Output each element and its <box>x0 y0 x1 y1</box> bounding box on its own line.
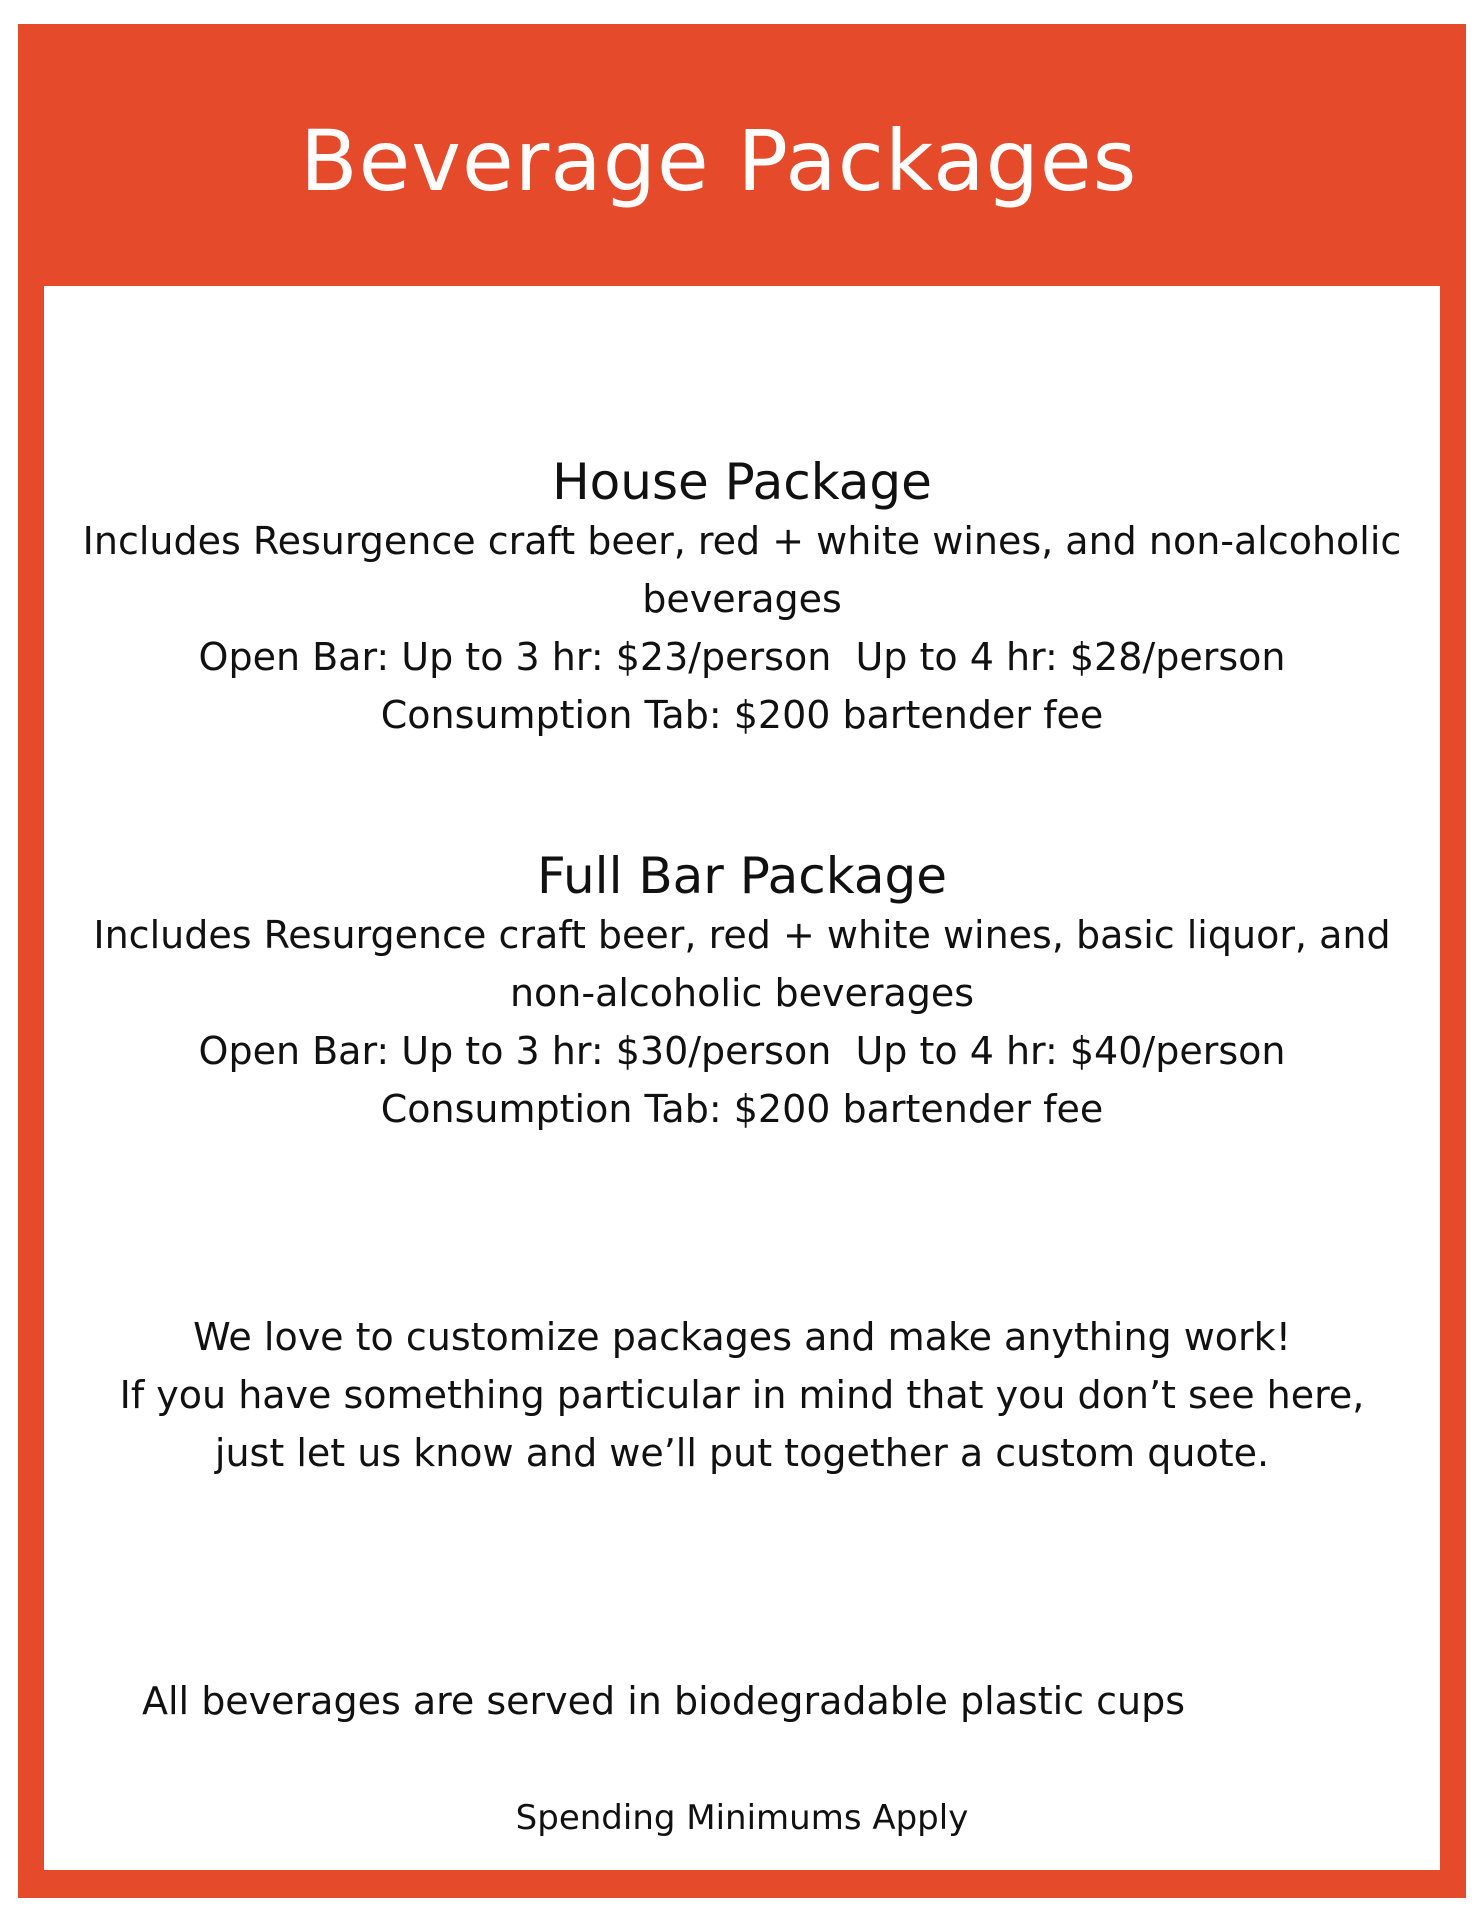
full-bar-package-consumption-tab: Consumption Tab: $200 bartender fee <box>380 1087 1104 1131</box>
spending-minimums-note: Spending Minimums Apply <box>515 1798 969 1838</box>
house-package-description: Includes Resurgence craft beer, red + white wines, and non-alcoholic beverages <box>82 519 1402 621</box>
house-package-title: House Package <box>552 453 932 511</box>
house-package-section <box>44 452 1440 744</box>
house-package-consumption-tab: Consumption Tab: $200 bartender fee <box>380 693 1104 737</box>
cups-note: All beverages are served in biodegradable plastic cups <box>142 1679 1186 1723</box>
custom-note-line1: We love to customize packages and make anything work! <box>193 1315 1291 1359</box>
custom-note-line2: If you have something particular in mind that you don’t see here, just let us know and we’ll put together a custom quote. <box>119 1373 1365 1475</box>
full-bar-package-section <box>44 846 1440 1138</box>
full-bar-package-open-bar: Open Bar: Up to 3 hr: $30/person Up to 4 hr: $40/person <box>198 1029 1286 1073</box>
house-package-open-bar: Open Bar: Up to 3 hr: $23/person Up to 4 hr: $28/person <box>198 635 1286 679</box>
custom-note <box>44 1308 1440 1482</box>
page-title: Beverage Packages <box>300 112 1138 210</box>
full-bar-package-title: Full Bar Package <box>536 847 948 905</box>
full-bar-package-description: Includes Resurgence craft beer, red + white wines, basic liquor, and non-alcoholic beverages <box>93 913 1391 1015</box>
